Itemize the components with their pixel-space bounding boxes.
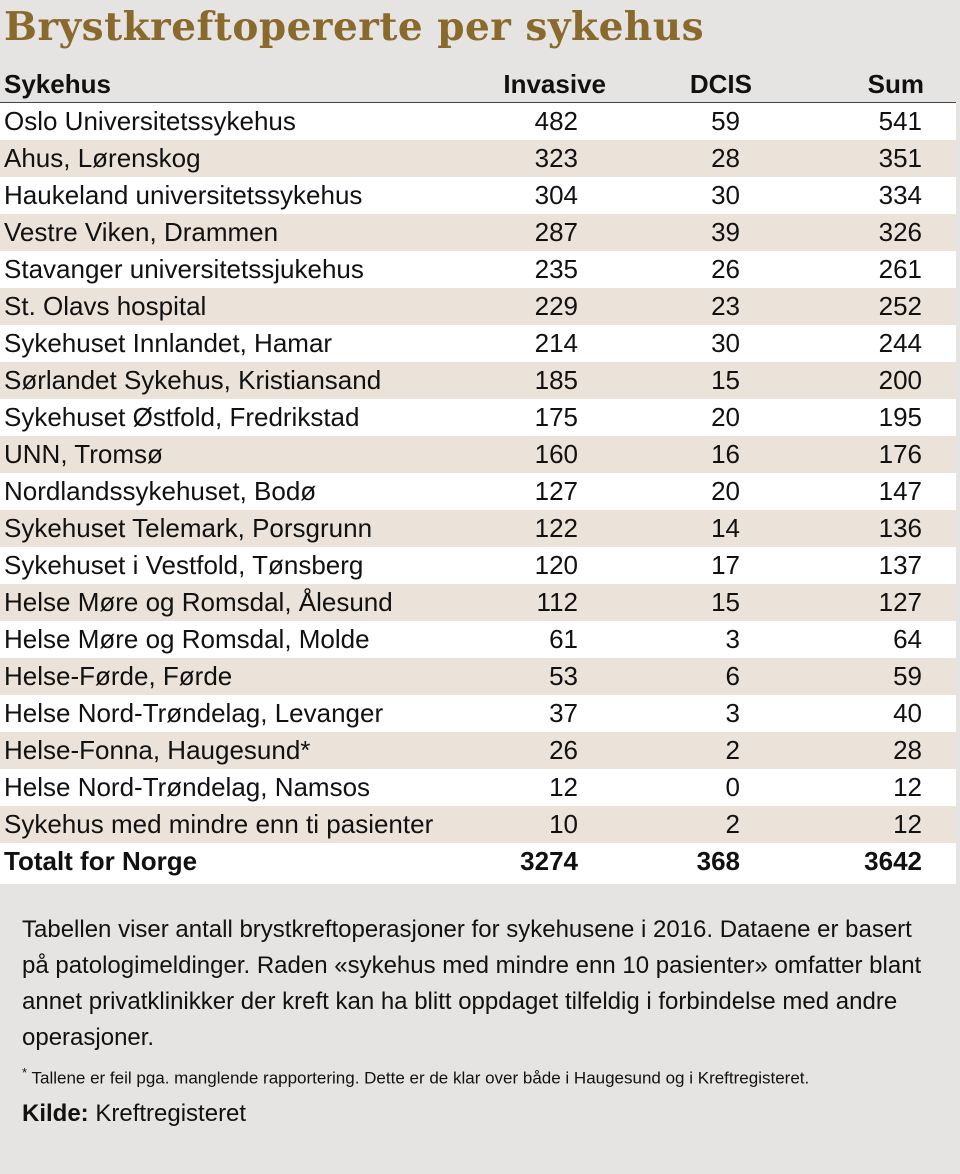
data-table	[0, 66, 956, 884]
cell-hospital: Helse Møre og Romsdal, Ålesund	[4, 587, 393, 617]
cell-hospital: Nordlandssykehuset, Bodø	[4, 476, 317, 506]
cell-sum: 59	[893, 661, 922, 691]
cell-sum: 64	[893, 624, 922, 654]
footnote-text: Tallene er feil pga. manglende rapportering. Dette er de klar over både i Haugesund og i Kreftregisteret.	[31, 1068, 810, 1088]
source-label: Kilde:	[22, 1099, 89, 1127]
cell-hospital: Helse-Fonna, Haugesund*	[4, 735, 311, 765]
table-row	[0, 547, 956, 584]
header-dcis: DCIS	[689, 69, 752, 99]
total-dcis: 368	[696, 846, 740, 876]
cell-dcis: 2	[725, 735, 740, 765]
cell-dcis: 30	[711, 328, 740, 358]
cell-sum: 127	[878, 587, 922, 617]
total-sum: 3642	[864, 846, 922, 876]
cell-hospital: Sykehuset Innlandet, Hamar	[4, 328, 333, 358]
cell-invasive: 323	[534, 143, 578, 173]
table-row	[0, 621, 956, 658]
cell-dcis: 28	[711, 143, 740, 173]
cell-hospital: Vestre Viken, Drammen	[4, 217, 279, 247]
table-row	[0, 436, 956, 473]
table-row	[0, 251, 956, 288]
cell-hospital: Sykehuset Østfold, Fredrikstad	[4, 402, 360, 432]
cell-hospital: St. Olavs hospital	[4, 291, 207, 321]
cell-hospital: Stavanger universitetssjukehus	[4, 254, 364, 284]
footnote	[22, 1060, 942, 1092]
description-text: Tabellen viser antall brystkreftoperasjoner for sykehusene i 2016. Dataene er basert på patologimeldinger. Raden «sykehus med mindre enn 10 pasienter» omfatter blant annet privatklinikker der kreft kan ha blitt oppdaget tilfeldig i forbindelse med andre operasjoner.	[22, 916, 922, 1051]
cell-invasive: 12	[549, 772, 578, 802]
cell-invasive: 127	[534, 476, 578, 506]
cell-hospital: Oslo Universitetssykehus	[4, 106, 296, 136]
cell-dcis: 3	[725, 698, 740, 728]
table-header-row	[0, 66, 956, 103]
cell-invasive: 120	[534, 550, 578, 580]
table-row	[0, 362, 956, 399]
table-row	[0, 769, 956, 806]
cell-hospital: Sykehuset Telemark, Porsgrunn	[4, 513, 373, 543]
cell-hospital: Sykehuset i Vestfold, Tønsberg	[4, 550, 364, 580]
table-row	[0, 325, 956, 362]
notes-section	[22, 912, 942, 1132]
cell-sum: 195	[878, 402, 922, 432]
source-line	[22, 1096, 942, 1132]
cell-invasive: 229	[534, 291, 578, 321]
table-row	[0, 732, 956, 769]
cell-dcis: 20	[711, 402, 740, 432]
table-body	[0, 103, 956, 843]
cell-sum: 28	[893, 735, 922, 765]
cell-sum: 334	[878, 180, 922, 210]
cell-hospital: Ahus, Lørenskog	[4, 143, 201, 173]
cell-hospital: Haukeland universitetssykehus	[4, 180, 363, 210]
cell-invasive: 10	[549, 809, 578, 839]
cell-dcis: 15	[711, 365, 740, 395]
cell-dcis: 3	[725, 624, 740, 654]
cell-invasive: 214	[534, 328, 578, 358]
header-sum: Sum	[867, 69, 924, 99]
header-invasive: Invasive	[503, 69, 606, 99]
cell-sum: 136	[878, 513, 922, 543]
cell-sum: 137	[878, 550, 922, 580]
table-row	[0, 288, 956, 325]
cell-invasive: 287	[534, 217, 578, 247]
table-row	[0, 584, 956, 621]
cell-sum: 326	[878, 217, 922, 247]
cell-invasive: 235	[534, 254, 578, 284]
cell-hospital: Helse-Førde, Førde	[4, 661, 233, 691]
total-invasive: 3274	[520, 846, 578, 876]
cell-dcis: 26	[711, 254, 740, 284]
cell-hospital: UNN, Tromsø	[4, 439, 163, 469]
page-title: Brystkreftopererte per sykehus	[4, 4, 705, 50]
cell-hospital: Sykehus med mindre enn ti pasienter	[4, 809, 434, 839]
cell-invasive: 175	[534, 402, 578, 432]
cell-dcis: 2	[725, 809, 740, 839]
table-row	[0, 806, 956, 843]
cell-hospital: Helse Møre og Romsdal, Molde	[4, 624, 370, 654]
cell-hospital: Sørlandet Sykehus, Kristiansand	[4, 365, 382, 395]
cell-invasive: 112	[536, 587, 578, 617]
cell-sum: 12	[893, 809, 922, 839]
cell-invasive: 482	[534, 106, 578, 136]
cell-sum: 176	[878, 439, 922, 469]
cell-sum: 252	[878, 291, 922, 321]
header-sykehus: Sykehus	[4, 69, 111, 99]
cell-sum: 261	[878, 254, 922, 284]
cell-invasive: 37	[549, 698, 578, 728]
cell-dcis: 6	[725, 661, 740, 691]
table-row	[0, 177, 956, 214]
cell-sum: 40	[893, 698, 922, 728]
cell-sum: 351	[878, 143, 922, 173]
cell-invasive: 160	[534, 439, 578, 469]
cell-hospital: Helse Nord-Trøndelag, Namsos	[4, 772, 371, 802]
cell-dcis: 59	[711, 106, 740, 136]
cell-invasive: 61	[549, 624, 578, 654]
cell-invasive: 304	[534, 180, 578, 210]
cell-invasive: 53	[549, 661, 578, 691]
cell-dcis: 39	[711, 217, 740, 247]
cell-dcis: 30	[711, 180, 740, 210]
source-name: Kreftregisteret	[95, 1099, 247, 1127]
cell-dcis: 20	[711, 476, 740, 506]
footnote-marker: *	[22, 1065, 28, 1080]
table-row	[0, 695, 956, 732]
cell-dcis: 15	[711, 587, 740, 617]
cell-dcis: 16	[711, 439, 740, 469]
table-row	[0, 658, 956, 695]
cell-sum: 147	[878, 476, 922, 506]
table-row	[0, 510, 956, 547]
cell-invasive: 122	[534, 513, 578, 543]
table-row	[0, 473, 956, 510]
cell-dcis: 23	[711, 291, 740, 321]
cell-dcis: 17	[711, 550, 740, 580]
cell-sum: 200	[878, 365, 922, 395]
cell-invasive: 26	[549, 735, 578, 765]
cell-sum: 12	[893, 772, 922, 802]
cell-dcis: 14	[711, 513, 740, 543]
cell-invasive: 185	[534, 365, 578, 395]
cell-sum: 244	[878, 328, 922, 358]
cell-hospital: Helse Nord-Trøndelag, Levanger	[4, 698, 384, 728]
cell-sum: 541	[878, 106, 922, 136]
table-row	[0, 214, 956, 251]
table-row	[0, 399, 956, 436]
cell-dcis: 0	[725, 772, 740, 802]
table-row	[0, 103, 956, 140]
table-row	[0, 140, 956, 177]
total-label: Totalt for Norge	[4, 846, 198, 876]
table-total-row	[0, 843, 956, 880]
